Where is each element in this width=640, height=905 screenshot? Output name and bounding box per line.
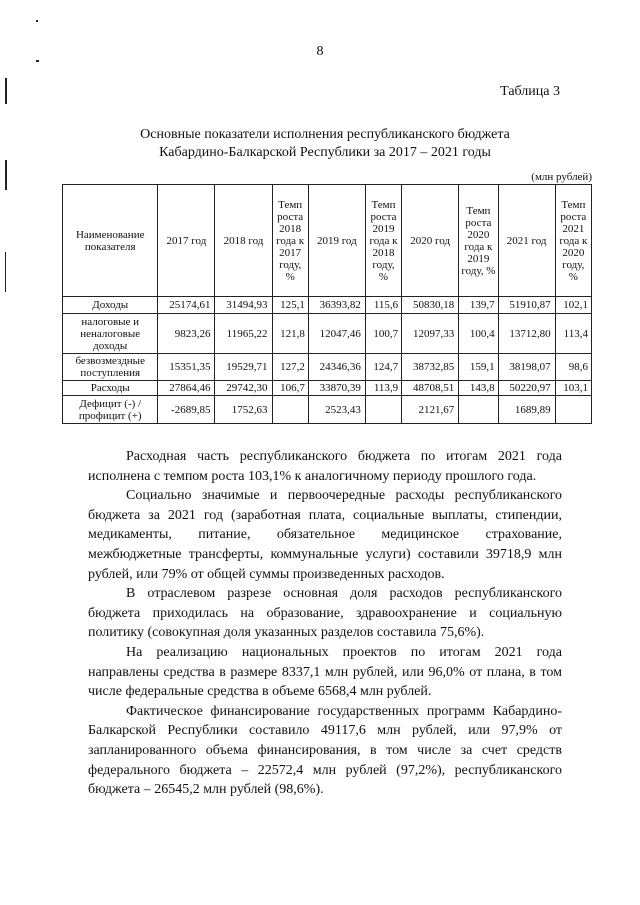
scan-mark xyxy=(36,20,38,22)
table-cell: 2121,67 xyxy=(402,396,459,424)
table-cell: 12047,46 xyxy=(308,314,365,354)
table-cell: 51910,87 xyxy=(498,297,555,314)
budget-table xyxy=(62,184,592,424)
table-cell: 143,8 xyxy=(459,381,498,396)
table-cell: 1752,63 xyxy=(215,396,272,424)
scan-mark xyxy=(5,160,7,190)
column-header: Наименование показателя xyxy=(63,185,158,297)
paragraph: В отраслевом разрезе основная доля расходов республиканского бюджета приходилась на образование, здравоохранение и социальную политику (совокупная доля указанных разделов составила 75,6%). xyxy=(88,586,562,641)
table-cell xyxy=(555,396,591,424)
row-name: Доходы xyxy=(63,297,158,314)
table-row xyxy=(63,354,592,381)
paragraph: Фактическое финансирование государственных программ Кабардино-Балкарской Республики составило 49117,6 млн рублей, или 97,9% от запланированного объема финансирования, в том числе за счет средств федерального бюджета – 22572,4 млн рублей (97,2%), республиканского бюджета – 26545,2 млн рублей (98,6%). xyxy=(88,703,562,798)
table-cell xyxy=(459,396,498,424)
title-line-1: Основные показатели исполнения республиканского бюджета xyxy=(140,127,510,142)
table-cell: 11965,22 xyxy=(215,314,272,354)
table-cell: 121,8 xyxy=(272,314,308,354)
table-cell: 125,1 xyxy=(272,297,308,314)
table-label: Таблица 3 xyxy=(500,84,560,99)
table-cell: 115,6 xyxy=(365,297,401,314)
row-name: Расходы xyxy=(63,381,158,396)
table-row xyxy=(63,297,592,314)
table-cell: 50830,18 xyxy=(402,297,459,314)
column-header: 2019 год xyxy=(308,185,365,297)
table-cell: 38198,07 xyxy=(498,354,555,381)
column-header: 2018 год xyxy=(215,185,272,297)
scan-mark xyxy=(36,60,39,62)
column-header: Темп роста 2019 года к 2018 году, % xyxy=(365,185,401,297)
table-cell xyxy=(365,396,401,424)
paragraph: Расходная часть республиканского бюджета по итогам 2021 года исполнена с темпом роста 103,1% к аналогичному периоду прошлого года. xyxy=(88,449,562,484)
title-line-2: Кабардино-Балкарской Республики за 2017 – 2021 годы xyxy=(159,145,491,160)
table-cell: 13712,80 xyxy=(498,314,555,354)
table-cell: 25174,61 xyxy=(158,297,215,314)
body-text xyxy=(88,447,562,800)
table-cell: 100,7 xyxy=(365,314,401,354)
column-header: 2021 год xyxy=(498,185,555,297)
table-row xyxy=(63,396,592,424)
scan-mark xyxy=(5,78,7,104)
table-cell: 139,7 xyxy=(459,297,498,314)
table-cell: 2523,43 xyxy=(308,396,365,424)
column-header: 2017 год xyxy=(158,185,215,297)
table-cell: 159,1 xyxy=(459,354,498,381)
table-cell: 15351,35 xyxy=(158,354,215,381)
table-cell: 33870,39 xyxy=(308,381,365,396)
table-cell: 27864,46 xyxy=(158,381,215,396)
table-cell: 48708,51 xyxy=(402,381,459,396)
row-name: Дефицит (-) / профицит (+) xyxy=(63,396,158,424)
column-header: 2020 год xyxy=(402,185,459,297)
paragraph: Социально значимые и первоочередные расходы республиканского бюджета за 2021 год (заработная плата, социальные выплаты, стипендии, медикаменты, питание, обязательное медицинское страхование, межбюджетные трансферты, коммунальные услуги) составили 39718,9 млн рублей, или 79% от общей суммы произведенных расходов. xyxy=(88,488,562,582)
table-cell: 124,7 xyxy=(365,354,401,381)
column-header: Темп роста 2020 года к 2019 году, % xyxy=(459,185,498,297)
page-title xyxy=(90,126,560,162)
table-cell: 36393,82 xyxy=(308,297,365,314)
table-cell: 24346,36 xyxy=(308,354,365,381)
table-row xyxy=(63,381,592,396)
page-number: 8 xyxy=(316,44,324,59)
table-cell: 19529,71 xyxy=(215,354,272,381)
table-cell: 127,2 xyxy=(272,354,308,381)
paragraph: На реализацию национальных проектов по итогам 2021 года направлены средства в размере 8337,1 млн рублей, или 96,0% от плана, в том числе федеральные средства в объеме 6568,4 млн рублей. xyxy=(88,644,562,700)
table-cell: -2689,85 xyxy=(158,396,215,424)
unit-label: (млн рублей) xyxy=(531,171,592,183)
table-cell: 9823,26 xyxy=(158,314,215,354)
scan-mark xyxy=(5,252,6,292)
column-header: Темп роста 2021 года к 2020 году, % xyxy=(555,185,591,297)
table-cell: 100,4 xyxy=(459,314,498,354)
table-header-row xyxy=(63,185,592,297)
table-cell: 31494,93 xyxy=(215,297,272,314)
row-name: безвозмездные поступления xyxy=(63,354,158,381)
table-cell: 12097,33 xyxy=(402,314,459,354)
table-row xyxy=(63,314,592,354)
table-cell: 38732,85 xyxy=(402,354,459,381)
table-cell: 98,6 xyxy=(555,354,591,381)
table-cell: 50220,97 xyxy=(498,381,555,396)
table-cell: 106,7 xyxy=(272,381,308,396)
row-name: налоговые и неналоговые доходы xyxy=(63,314,158,354)
table-cell xyxy=(272,396,308,424)
table-cell: 103,1 xyxy=(555,381,591,396)
table-cell: 113,4 xyxy=(555,314,591,354)
column-header: Темп роста 2018 года к 2017 году, % xyxy=(272,185,308,297)
table-cell: 1689,89 xyxy=(498,396,555,424)
table-cell: 113,9 xyxy=(365,381,401,396)
table-cell: 102,1 xyxy=(555,297,591,314)
table-cell: 29742,30 xyxy=(215,381,272,396)
